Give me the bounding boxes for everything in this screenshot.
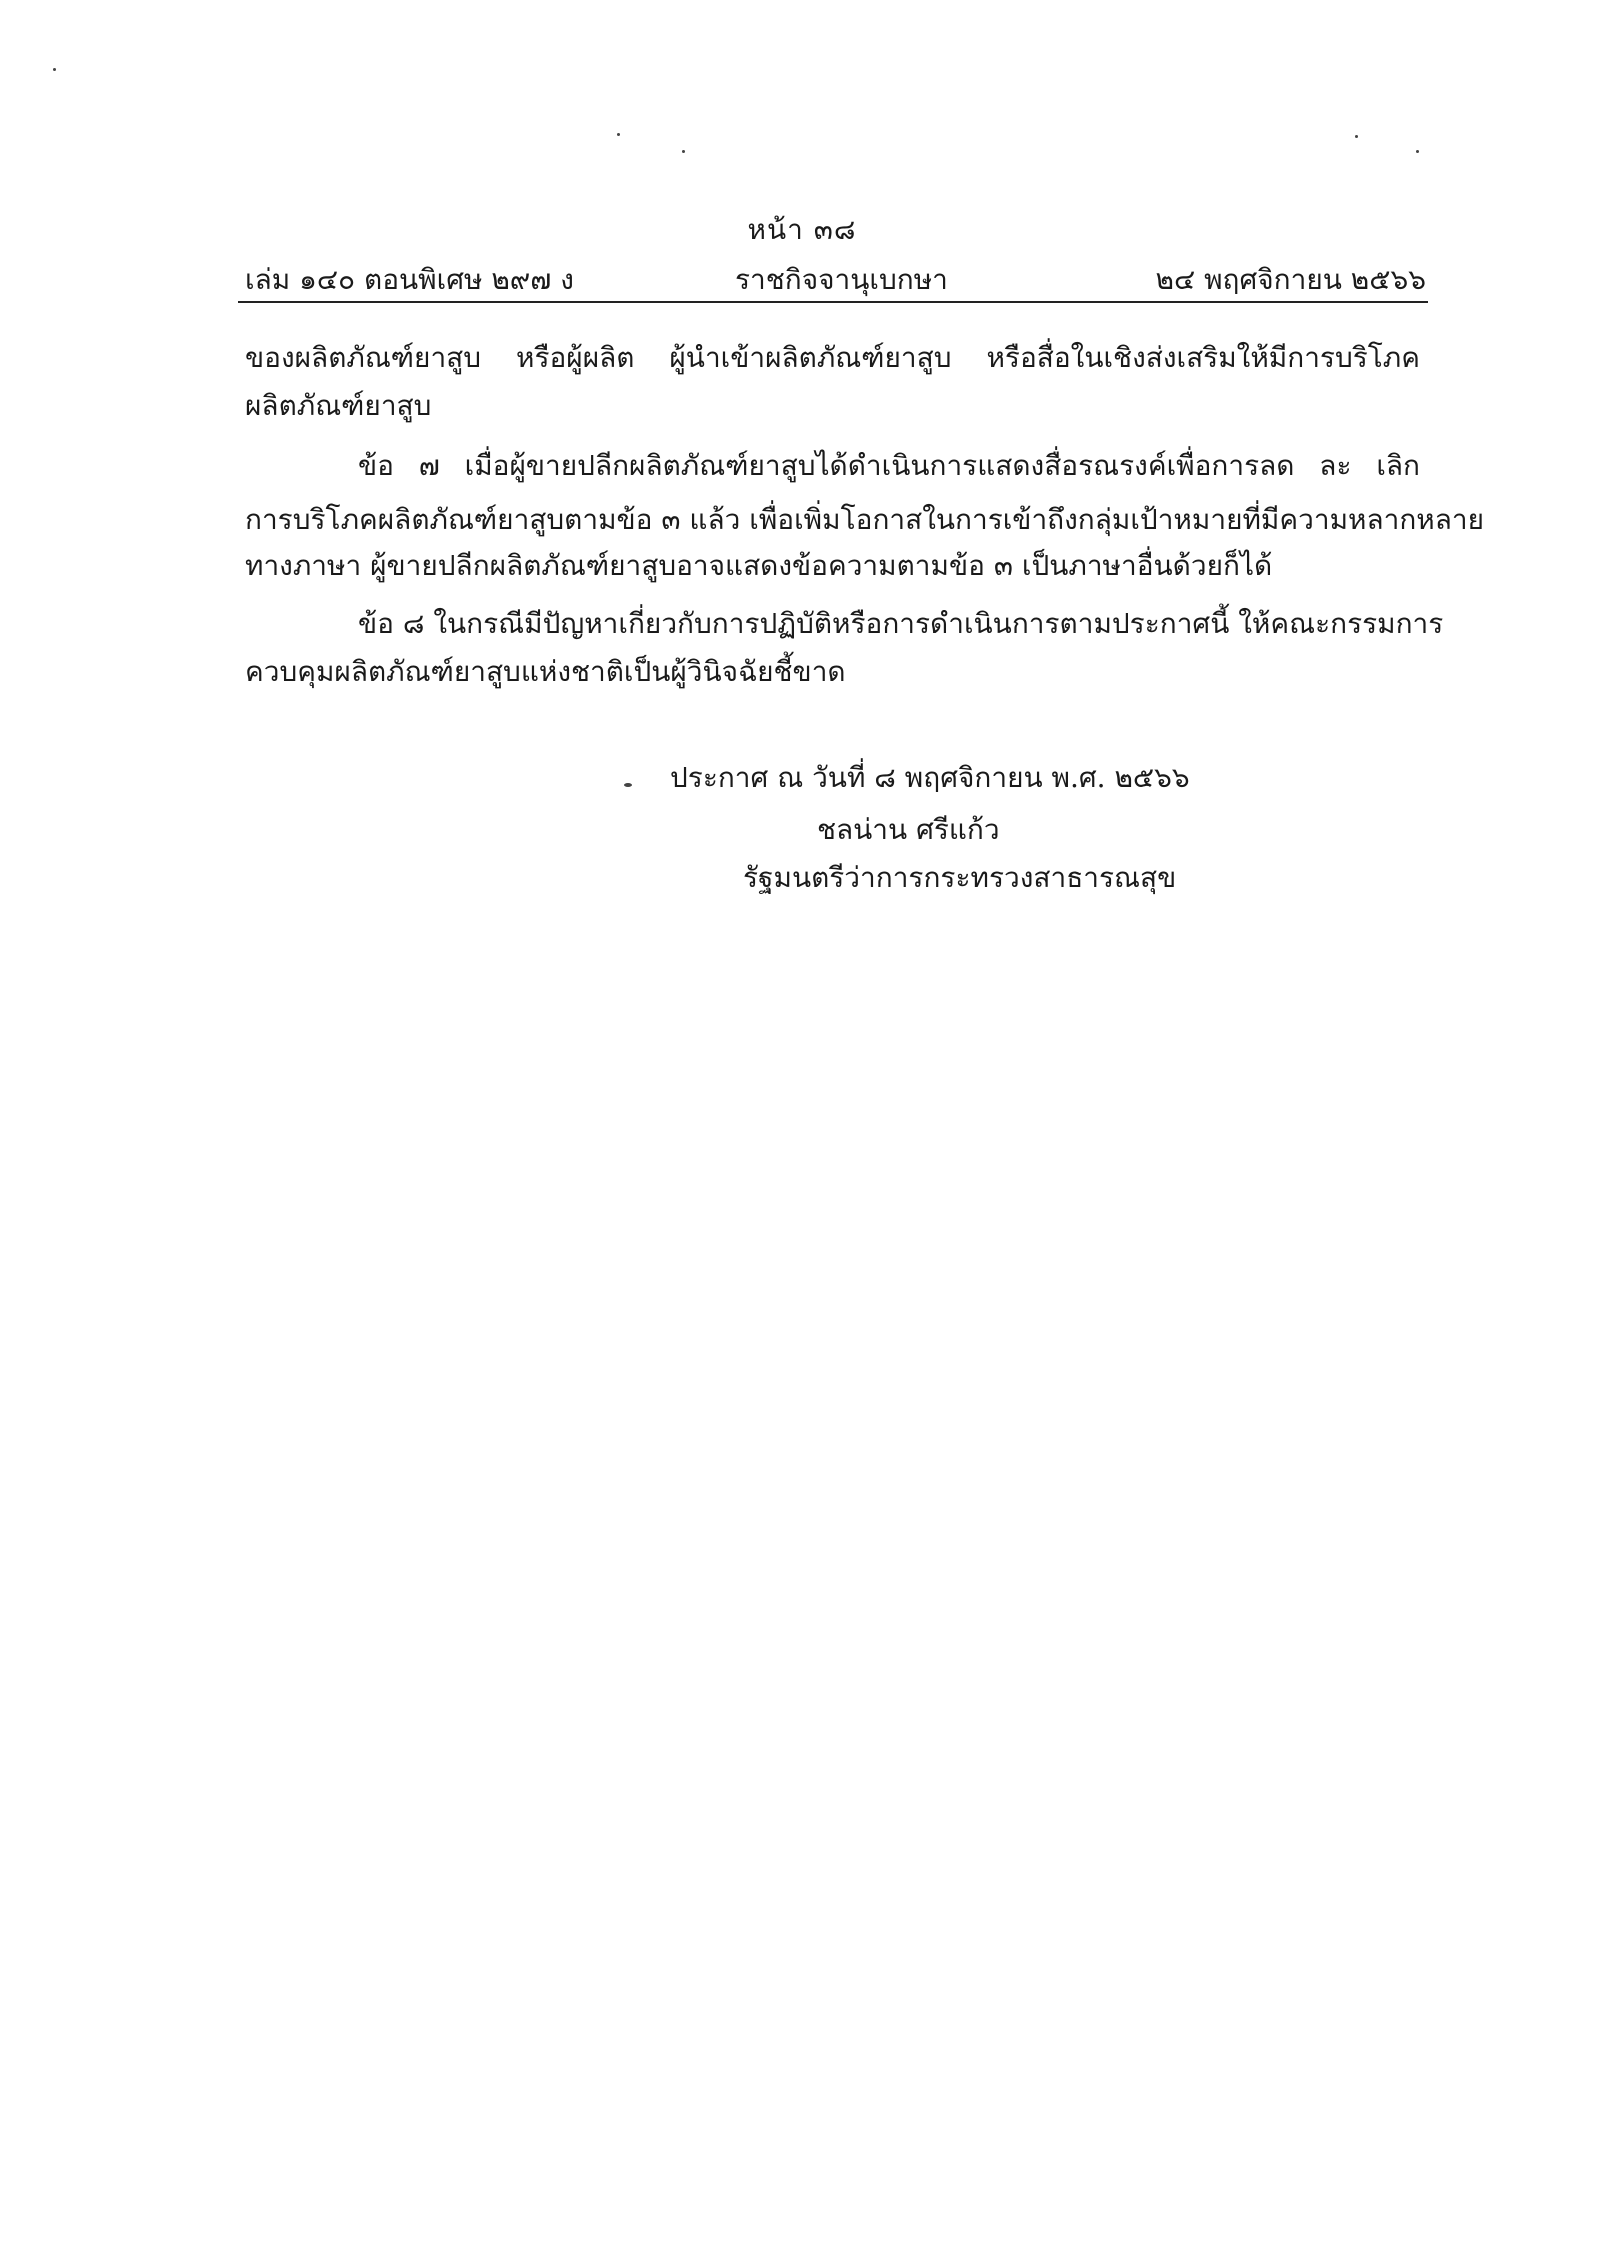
clause-7-line-3: ทางภาษา ผู้ขายปลีกผลิตภัณฑ์ยาสูบอาจแสดงข้อความตามข้อ ๓ เป็นภาษาอื่นด้วยก็ได้	[245, 549, 1273, 582]
volume-issue: เล่ม ๑๔๐ ตอนพิเศษ ๒๙๗ ง	[245, 263, 574, 296]
clause-7-line-1: ข้อ ๗ เมื่อผู้ขายปลีกผลิตภัณฑ์ยาสูบได้ดำเนินการแสดงสื่อรณรงค์เพื่อการลด ละ เลิก	[358, 449, 1420, 482]
header-rule	[238, 301, 1428, 303]
announcement-date: ประกาศ ณ วันที่ ๘ พฤศจิกายน พ.ศ. ๒๕๖๖	[670, 761, 1190, 794]
clause-8-line-1: ข้อ ๘ ในกรณีมีปัญหาเกี่ยวกับการปฏิบัติหรือการดำเนินการตามประกาศนี้ ให้คณะกรรมการ	[358, 607, 1444, 640]
scan-speck	[617, 133, 620, 136]
gazette-name: ราชกิจจานุเบกษา	[735, 263, 948, 296]
running-header	[240, 258, 1426, 298]
scan-speck	[53, 68, 56, 71]
clause-7-line-2: การบริโภคผลิตภัณฑ์ยาสูบตามข้อ ๓ แล้ว เพื่อเพิ่มโอกาสในการเข้าถึงกลุ่มเป้าหมายที่มีความหลากหลาย	[245, 503, 1485, 536]
scan-speck	[624, 783, 632, 787]
scan-speck	[1355, 135, 1358, 138]
signatory-name: ชลน่าน ศรีแก้ว	[817, 813, 1000, 846]
clause-8-line-2: ควบคุมผลิตภัณฑ์ยาสูบแห่งชาติเป็นผู้วินิจฉัยชี้ขาด	[245, 655, 846, 688]
scan-speck	[1416, 150, 1419, 153]
body-line-2: ผลิตภัณฑ์ยาสูบ	[245, 389, 432, 422]
page-number: หน้า ๓๘	[747, 213, 857, 246]
body-line-1: ของผลิตภัณฑ์ยาสูบ หรือผู้ผลิต ผู้นำเข้าผลิตภัณฑ์ยาสูบ หรือสื่อในเชิงส่งเสริมให้มีการบริโภค	[245, 341, 1420, 374]
signatory-position: รัฐมนตรีว่าการกระทรวงสาธารณสุข	[743, 861, 1177, 894]
publication-date: ๒๔ พฤศจิกายน ๒๕๖๖	[1155, 263, 1426, 296]
scan-speck	[682, 150, 685, 153]
